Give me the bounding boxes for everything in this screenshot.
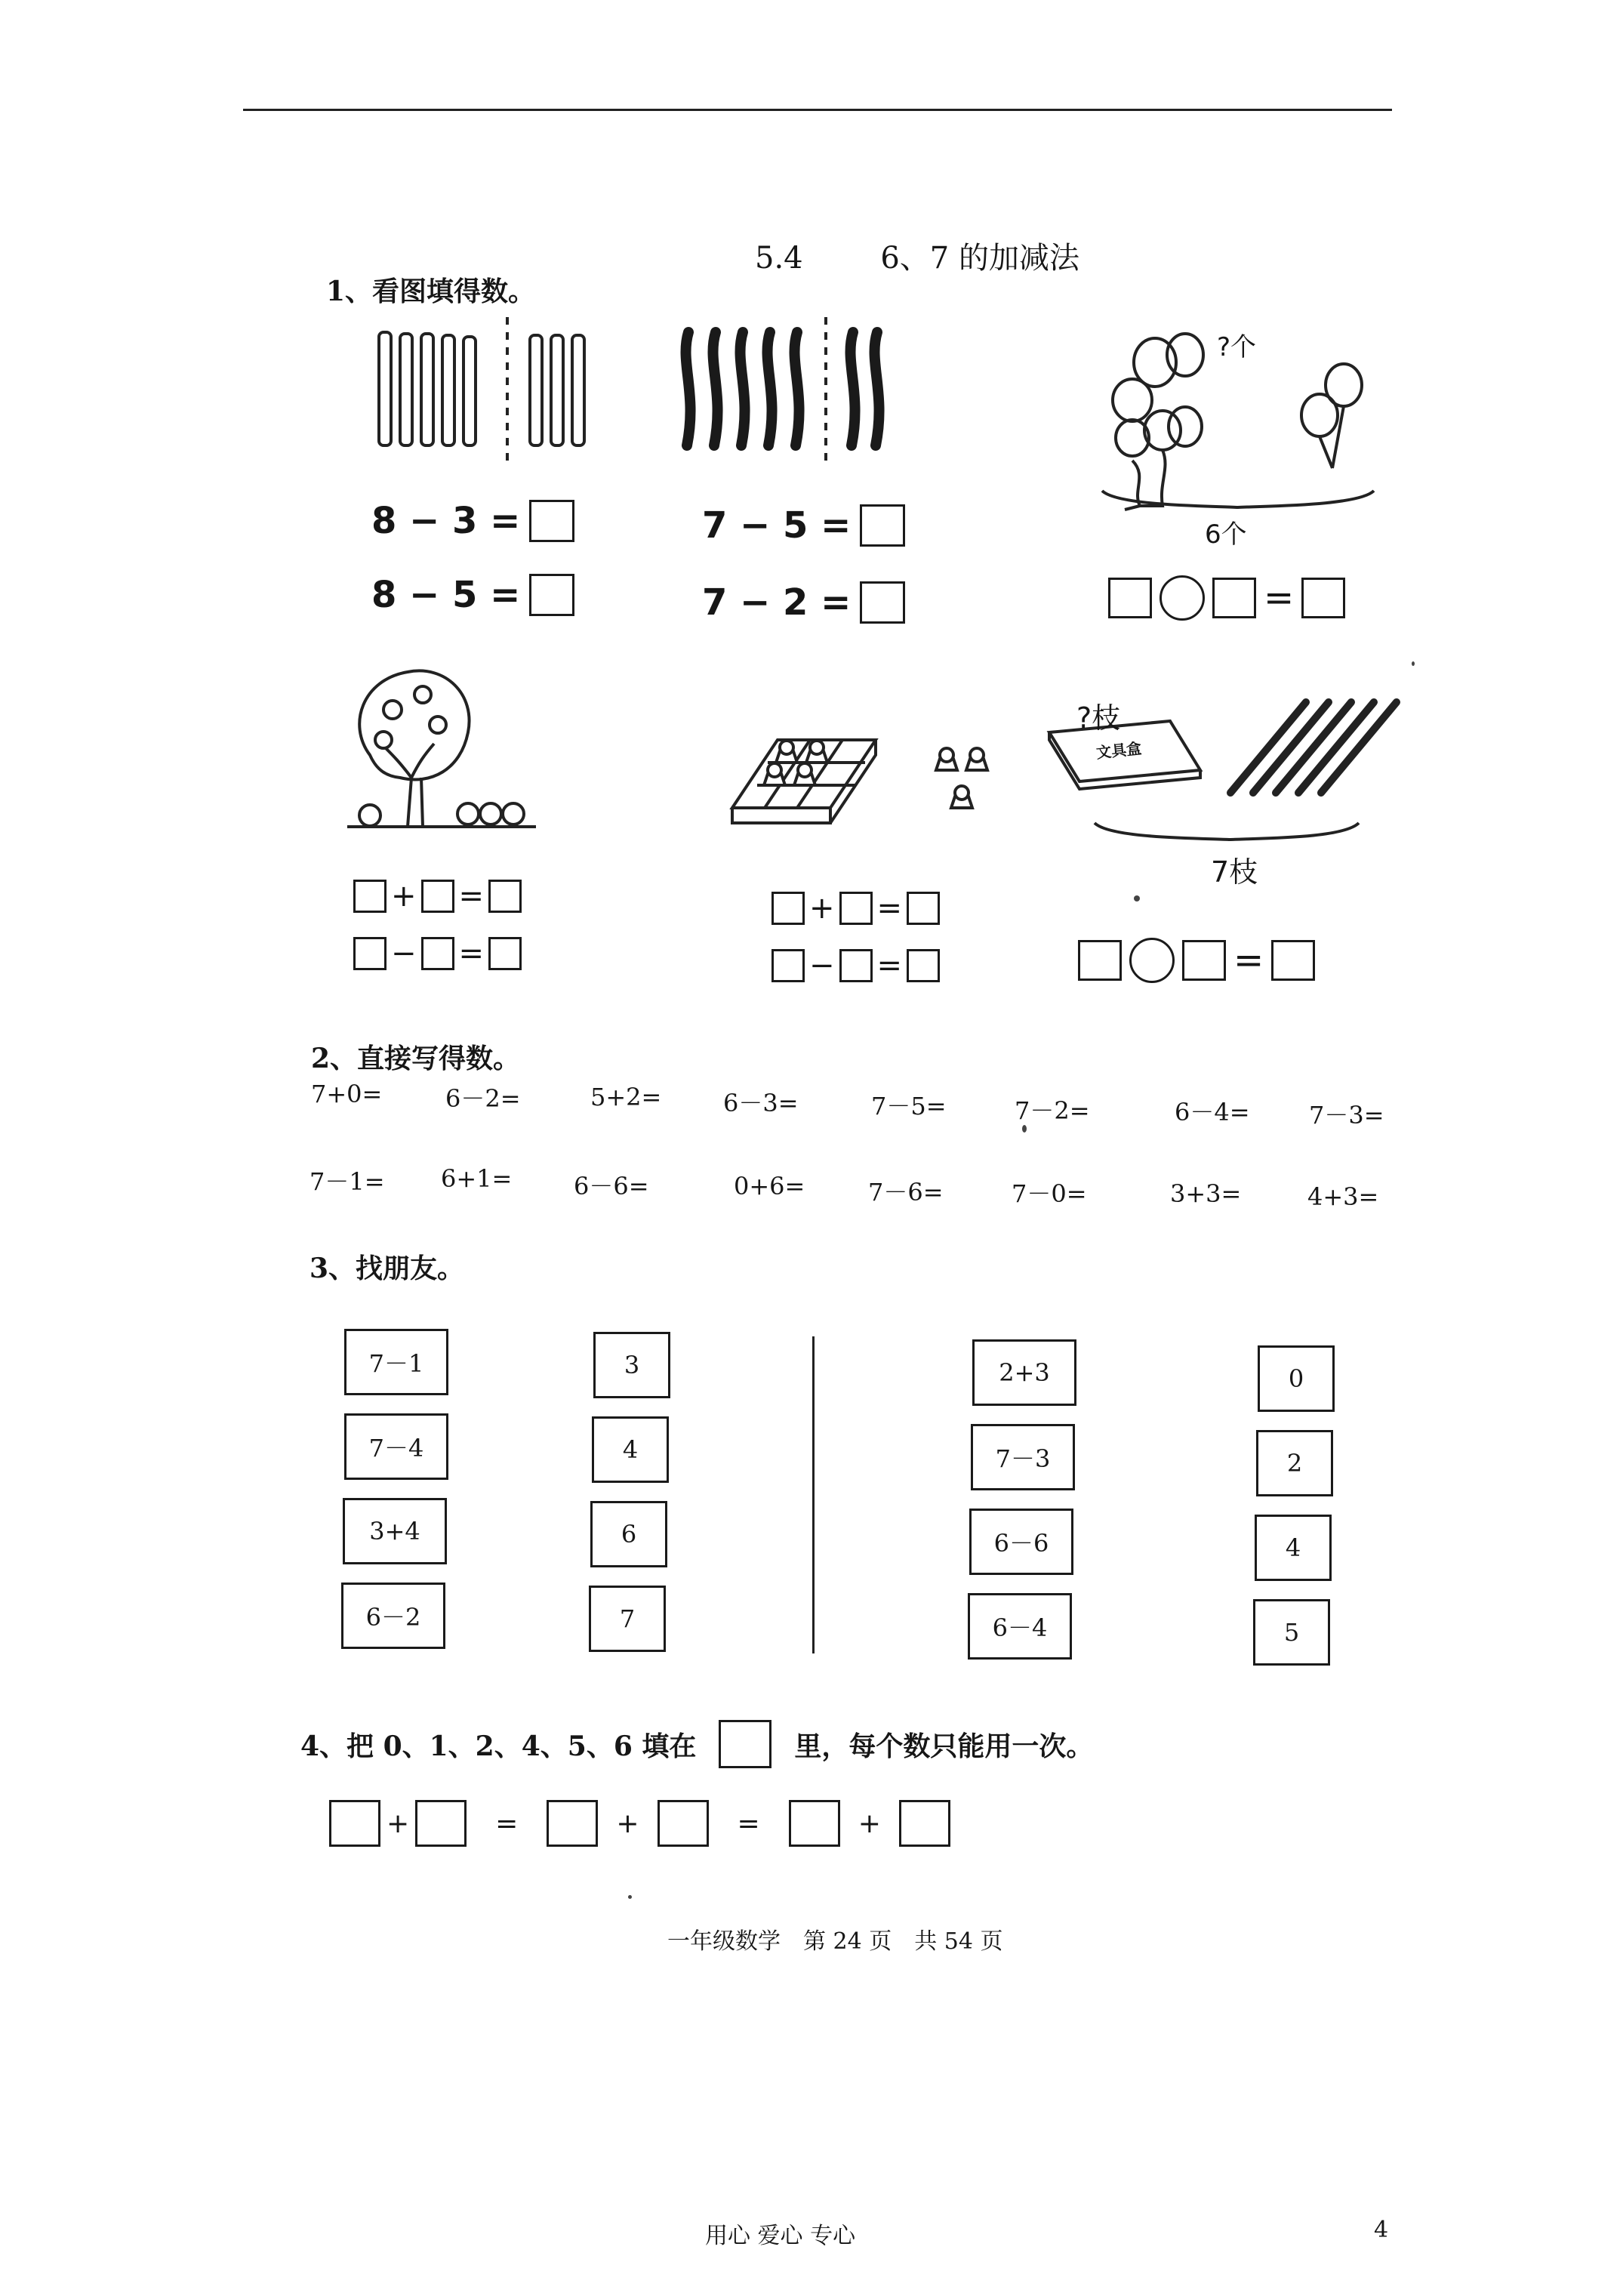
mental-row2-4: 0+6= — [734, 1172, 805, 1200]
friend-expr-box[interactable]: 7－1 — [344, 1329, 448, 1395]
section3-divider — [812, 1336, 815, 1653]
scan-speck — [628, 1895, 632, 1899]
wavy-eq-2: 7 − 2 = — [702, 581, 905, 624]
section3-heading: 3、找朋友。 — [310, 1253, 465, 1284]
answer-box[interactable] — [789, 1800, 840, 1847]
answer-box[interactable] — [860, 581, 905, 624]
answer-box[interactable] — [839, 892, 873, 925]
answer-box[interactable] — [1301, 578, 1345, 618]
friend-expr-box[interactable]: 3+4 — [343, 1498, 447, 1564]
balloon-equation — [1108, 575, 1345, 621]
cupcake-eq-add: + = — [771, 891, 940, 926]
mental-row1-7: 6－4= — [1175, 1098, 1250, 1126]
footer-page-number: 4 — [1374, 2217, 1389, 2243]
answer-box[interactable] — [1182, 940, 1226, 981]
balloon-question-label: ?个 — [1217, 332, 1257, 362]
friend-num-box[interactable]: 5 — [1253, 1599, 1330, 1666]
answer-box[interactable] — [771, 949, 805, 982]
answer-box[interactable] — [1212, 578, 1256, 618]
operator-circle[interactable] — [1160, 575, 1205, 621]
answer-box[interactable] — [1271, 940, 1315, 981]
mental-row2-7: 3+3= — [1170, 1179, 1242, 1208]
mental-row2-6: 7－0= — [1012, 1179, 1087, 1208]
answer-box[interactable] — [839, 949, 873, 982]
sticks-picture — [371, 317, 605, 461]
example-box — [719, 1720, 771, 1768]
answer-box[interactable] — [860, 504, 905, 547]
friend-expr-box[interactable]: 6－4 — [968, 1593, 1072, 1660]
friend-expr-box[interactable]: 2+3 — [972, 1339, 1076, 1406]
page-title — [755, 234, 1079, 277]
answer-box[interactable] — [547, 1800, 598, 1847]
title-text: 6、7 的加减法 — [880, 241, 1079, 276]
mental-row1-3: 5+2= — [590, 1083, 662, 1111]
wavy-sticks-picture — [672, 317, 891, 461]
wavy-eq-1: 7 − 5 = — [702, 504, 905, 547]
scan-speck — [1022, 1125, 1027, 1133]
equals-sign: = — [1264, 577, 1295, 619]
apple-eq-add: + = — [353, 879, 522, 914]
mental-row2-1: 7－1= — [310, 1167, 385, 1196]
section4-heading — [300, 1720, 1093, 1768]
answer-box[interactable] — [329, 1800, 380, 1847]
header-rule — [243, 109, 1392, 111]
friend-expr-box[interactable]: 6－2 — [341, 1583, 445, 1649]
answer-box[interactable] — [529, 500, 574, 542]
mental-row2-2: 6+1= — [441, 1164, 513, 1193]
section4-heading-before: 4、把 0、1、2、4、5、6 填在 — [300, 1730, 697, 1762]
cupcake-eq-sub: − = — [771, 948, 940, 983]
mental-row2-3: 6－6= — [574, 1172, 649, 1200]
answer-box[interactable] — [353, 880, 387, 913]
answer-box[interactable] — [488, 937, 522, 970]
pencil-total-label: 7枝 — [1211, 855, 1258, 889]
section4-heading-after: 里，每个数只能用一次。 — [794, 1730, 1094, 1762]
mental-row1-8: 7－3= — [1309, 1101, 1384, 1130]
friend-num-box[interactable]: 2 — [1256, 1430, 1333, 1496]
answer-box[interactable] — [415, 1800, 467, 1847]
sticks-eq-1: 8 − 3 = — [371, 500, 574, 542]
answer-box[interactable] — [488, 880, 522, 913]
friend-num-box[interactable]: 6 — [590, 1501, 667, 1567]
friend-expr-box[interactable]: 7－4 — [344, 1413, 448, 1480]
section4-equation: + = + = + — [329, 1800, 950, 1847]
operator-circle[interactable] — [1129, 938, 1175, 983]
friend-num-box[interactable]: 3 — [593, 1332, 670, 1398]
title-number: 5.4 — [755, 241, 803, 276]
footer-page-info: 一年级数学 第 24 页 共 54 页 — [667, 1928, 1003, 1955]
apple-tree-picture — [340, 664, 551, 838]
mental-row1-5: 7－5= — [871, 1092, 947, 1120]
friend-num-box[interactable]: 4 — [1255, 1515, 1332, 1581]
footer-slogan: 用心 爱心 专心 — [705, 2223, 856, 2249]
mental-row1-4: 6－3= — [723, 1089, 799, 1117]
answer-box[interactable] — [353, 937, 387, 970]
answer-box[interactable] — [771, 892, 805, 925]
mental-row1-1: 7+0= — [311, 1080, 383, 1108]
answer-box[interactable] — [658, 1800, 709, 1847]
apple-eq-sub: − = — [353, 936, 522, 971]
equals-sign: = — [1233, 939, 1264, 982]
answer-box[interactable] — [1108, 578, 1152, 618]
scan-speck — [1412, 661, 1415, 666]
mental-row2-5: 7－6= — [868, 1178, 944, 1207]
pencil-question-label: ?枝 — [1076, 701, 1121, 735]
pencil-equation — [1078, 938, 1315, 983]
cupcakes-picture — [717, 725, 1004, 846]
friend-num-box[interactable]: 4 — [592, 1416, 669, 1483]
answer-box[interactable] — [1078, 940, 1122, 981]
friend-expr-box[interactable]: 6－6 — [969, 1509, 1073, 1575]
answer-box[interactable] — [421, 880, 454, 913]
answer-box[interactable] — [529, 574, 574, 616]
answer-box[interactable] — [907, 949, 940, 982]
friend-expr-box[interactable]: 7－3 — [971, 1424, 1075, 1490]
mental-row1-6: 7－2= — [1015, 1096, 1090, 1125]
mental-row1-2: 6－2= — [445, 1084, 521, 1113]
section2-heading: 2、直接写得数。 — [311, 1043, 521, 1074]
answer-box[interactable] — [899, 1800, 950, 1847]
section1-heading: 1、看图填得数。 — [326, 276, 536, 307]
pencil-box-label: 文具盒 — [1095, 738, 1143, 763]
balloon-total-label: 6个 — [1205, 519, 1247, 550]
answer-box[interactable] — [421, 937, 454, 970]
friend-num-box[interactable]: 0 — [1258, 1345, 1335, 1412]
friend-num-box[interactable]: 7 — [589, 1586, 666, 1652]
mental-row2-8: 4+3= — [1307, 1182, 1379, 1211]
scan-speck — [1134, 895, 1140, 901]
sticks-eq-2: 8 − 5 = — [371, 574, 574, 616]
answer-box[interactable] — [907, 892, 940, 925]
